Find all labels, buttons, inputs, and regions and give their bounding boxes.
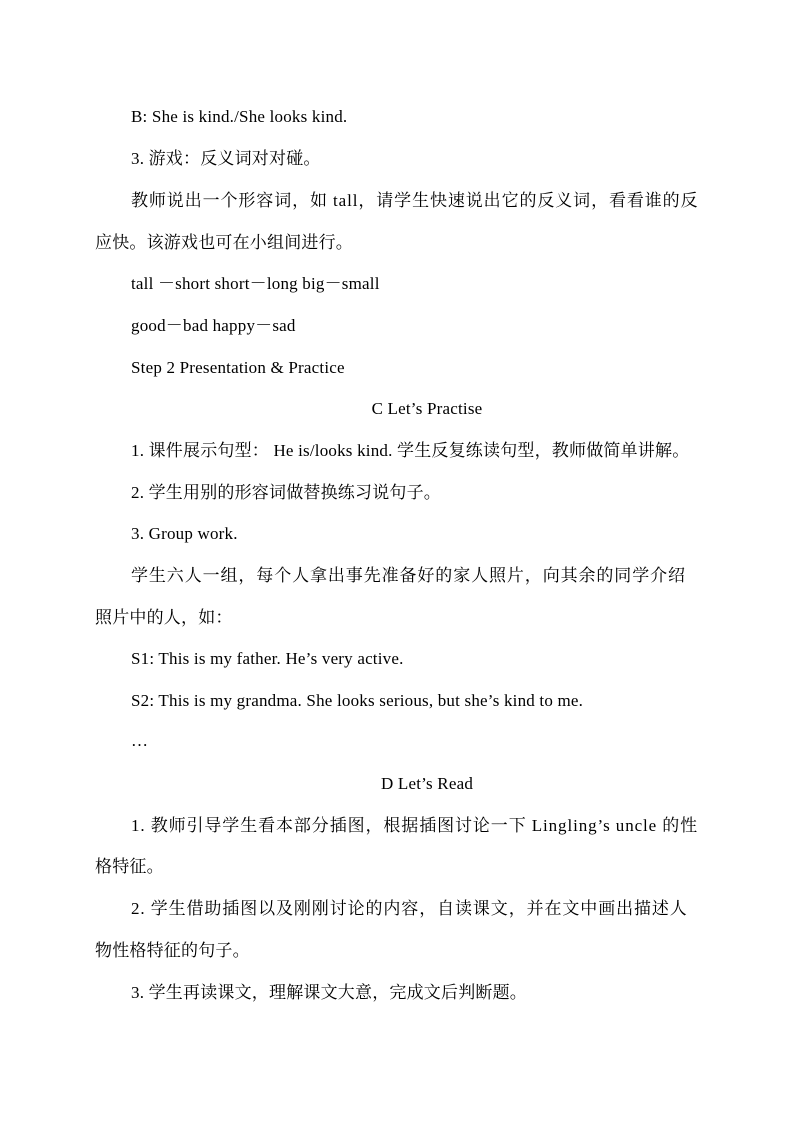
dialogue-line-b: B: She is kind./She looks kind. xyxy=(131,107,348,126)
game-step-heading: 3. 游戏：反义词对对碰。 xyxy=(131,149,321,168)
read-step-2-line-1: 2. 学生借助插图以及刚刚讨论的内容，自读课文，并在文中画出描述人 xyxy=(131,899,688,918)
game-instructions-line-1: 教师说出一个形容词，如 tall，请学生快速说出它的反义词，看看谁的反 xyxy=(131,191,699,210)
practise-step-2: 2. 学生用别的形容词做替换练习说句子。 xyxy=(131,483,441,502)
practise-step-3: 3. Group work. xyxy=(131,524,238,543)
read-step-2-line-2: 物性格特征的句子。 xyxy=(95,941,250,960)
antonym-pairs-line-1: tall －short short－long big－small xyxy=(131,274,380,293)
antonym-pairs-line-2: good－bad happy－sad xyxy=(131,316,296,335)
group-work-line-2: 照片中的人，如： xyxy=(95,608,233,627)
section-c-heading: C Let’s Practise xyxy=(371,399,483,418)
read-step-3: 3. 学生再读课文，理解课文大意，完成文后判断题。 xyxy=(131,983,527,1002)
step-2-heading: Step 2 Presentation & Practice xyxy=(131,358,345,377)
read-step-1-line-1: 1. 教师引导学生看本部分插图，根据插图讨论一下 Lingling’s uncle 的性 xyxy=(131,816,699,835)
group-work-line-1: 学生六人一组，每个人拿出事先准备好的家人照片，向其余的同学介绍 xyxy=(131,566,686,585)
practise-step-1: 1. 课件展示句型： He is/looks kind. 学生反复练读句型，教师做简单讲解。 xyxy=(131,441,690,460)
section-d-heading: D Let’s Read xyxy=(380,774,474,793)
read-step-1-line-2: 格特征。 xyxy=(95,857,164,876)
example-s2: S2: This is my grandma. She looks serious, but she’s kind to me. xyxy=(131,691,584,710)
ellipsis: … xyxy=(131,731,149,750)
example-s1: S1: This is my father. He’s very active. xyxy=(131,649,404,668)
game-instructions-line-2: 应快。该游戏也可在小组间进行。 xyxy=(95,233,353,252)
